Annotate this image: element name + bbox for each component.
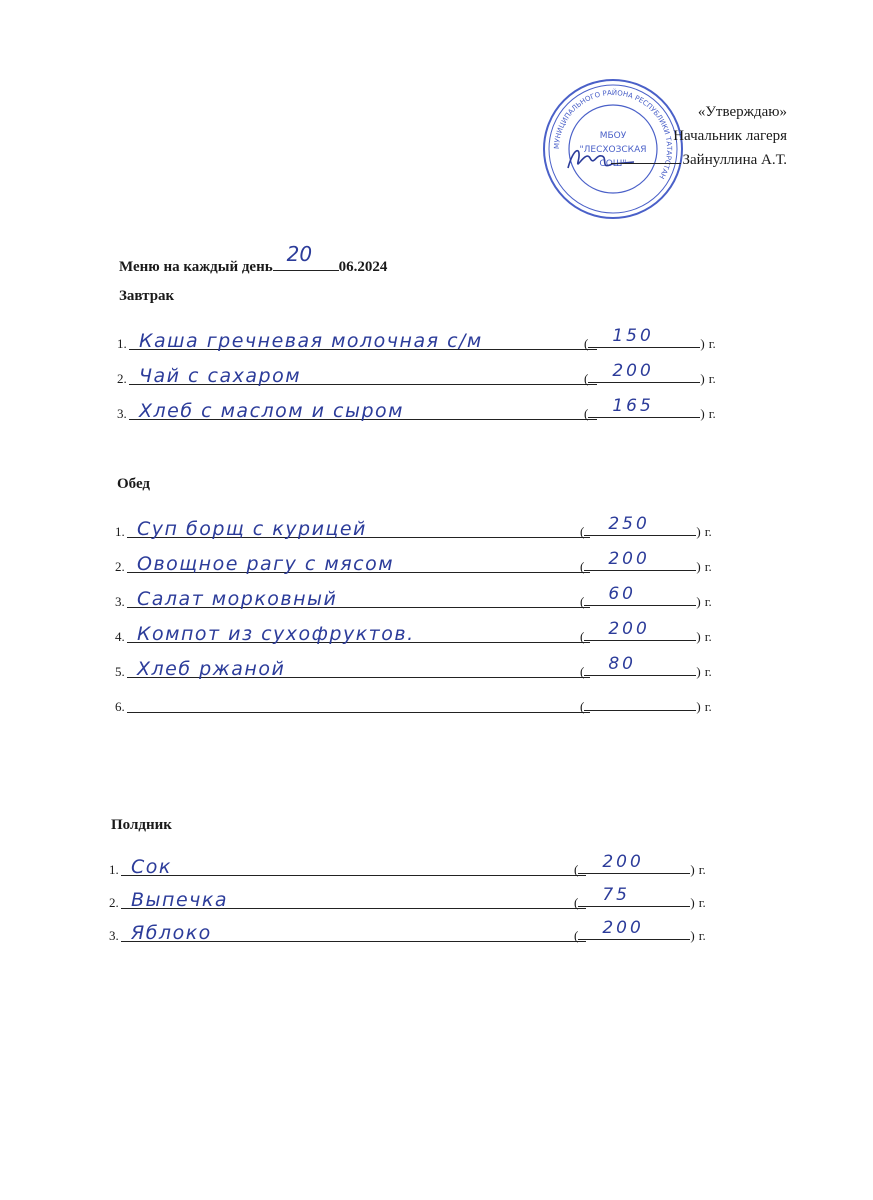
dish-handwritten: Сок	[131, 856, 172, 878]
unit-grams: г.	[698, 928, 706, 943]
portion-underline	[584, 514, 696, 536]
paren-open: (	[580, 664, 585, 679]
breakfast-heading: Завтрак	[119, 288, 175, 304]
dish-underline	[127, 690, 590, 713]
dish-underline	[121, 853, 586, 876]
row-number: 3.	[115, 594, 125, 609]
row-number: 2.	[109, 895, 119, 910]
portion-handwritten: 60	[608, 584, 636, 604]
portion-field	[584, 326, 716, 352]
unit-grams: г.	[708, 371, 716, 386]
menu-row	[115, 619, 720, 647]
portion-underline	[578, 852, 690, 874]
approval-position: Начальник лагеря	[673, 128, 787, 144]
portion-field	[574, 885, 706, 911]
paren-close: )	[690, 895, 695, 910]
unit-grams: г.	[708, 406, 716, 421]
menu-row	[117, 396, 724, 424]
portion-field	[584, 361, 716, 387]
row-number: 1.	[117, 336, 127, 351]
portion-underline	[578, 918, 690, 940]
menu-row	[115, 584, 720, 612]
portion-handwritten: 165	[612, 396, 654, 416]
menu-row	[117, 361, 724, 389]
row-number: 3.	[117, 406, 127, 421]
portion-handwritten: 200	[602, 918, 644, 938]
portion-handwritten: 200	[602, 852, 644, 872]
paren-open: (	[580, 629, 585, 644]
signature-line	[611, 163, 681, 164]
dish-handwritten: Яблоко	[131, 922, 212, 944]
menu-row	[109, 852, 714, 880]
portion-handwritten: 80	[608, 654, 636, 674]
portion-field	[580, 584, 712, 610]
unit-grams: г.	[704, 559, 712, 574]
menu-row	[115, 549, 720, 577]
paren-open: (	[574, 928, 579, 943]
paren-close: )	[696, 629, 701, 644]
portion-field	[580, 549, 712, 575]
paren-close: )	[696, 664, 701, 679]
unit-grams: г.	[698, 895, 706, 910]
dish-handwritten: Каша гречневая молочная с/м	[139, 330, 483, 352]
portion-handwritten: 250	[608, 514, 650, 534]
svg-text:МБОУ: МБОУ	[599, 131, 627, 141]
portion-field	[584, 396, 716, 422]
paren-close: )	[700, 336, 705, 351]
row-number: 1.	[115, 524, 125, 539]
portion-handwritten: 200	[608, 619, 650, 639]
dish-handwritten: Суп борщ с курицей	[137, 518, 367, 540]
row-number: 2.	[117, 371, 127, 386]
paren-close: )	[696, 559, 701, 574]
unit-grams: г.	[704, 699, 712, 714]
paren-close: )	[700, 406, 705, 421]
paren-close: )	[700, 371, 705, 386]
portion-field	[580, 692, 712, 715]
paren-open: (	[574, 862, 579, 877]
row-number: 2.	[115, 559, 125, 574]
row-number: 4.	[115, 629, 125, 644]
paren-close: )	[696, 524, 701, 539]
paren-open: (	[580, 699, 585, 714]
portion-underline	[584, 654, 696, 676]
portion-underline	[584, 549, 696, 571]
row-number: 3.	[109, 928, 119, 943]
paren-open: (	[574, 895, 579, 910]
paren-open: (	[584, 406, 589, 421]
unit-grams: г.	[704, 594, 712, 609]
unit-grams: г.	[698, 862, 706, 877]
day-handwritten: 20	[286, 242, 313, 266]
paren-open: (	[580, 524, 585, 539]
unit-grams: г.	[708, 336, 716, 351]
month-year: 06.2024	[338, 259, 388, 275]
dish-handwritten: Овощное рагу с мясом	[137, 553, 395, 575]
paren-open: (	[580, 594, 585, 609]
dish-handwritten: Салат морковный	[137, 588, 338, 610]
dish-handwritten: Чай с сахаром	[139, 365, 302, 387]
lunch-heading: Обед	[117, 476, 151, 492]
portion-underline	[584, 584, 696, 606]
portion-field	[580, 619, 712, 645]
row-number: 6.	[115, 699, 125, 714]
row-number: 1.	[109, 862, 119, 877]
unit-grams: г.	[704, 664, 712, 679]
svg-text:МУНИЦИПАЛЬНОГО РАЙОНА РЕСПУБЛИ: МУНИЦИПАЛЬНОГО РАЙОНА РЕСПУБЛИКИ ТАТАРСТАН	[552, 88, 674, 181]
snack-heading: Полдник	[111, 817, 172, 833]
paren-close: )	[696, 699, 701, 714]
menu-row	[115, 693, 720, 717]
day-field	[273, 242, 339, 271]
unit-grams: г.	[704, 629, 712, 644]
menu-row	[117, 326, 724, 354]
portion-field	[580, 514, 712, 540]
paren-open: (	[580, 559, 585, 574]
paren-close: )	[696, 594, 701, 609]
portion-handwritten: 200	[608, 549, 650, 569]
portion-underline	[578, 885, 690, 907]
menu-row	[109, 918, 714, 946]
dish-handwritten: Выпечка	[131, 889, 228, 911]
menu-row	[109, 885, 714, 913]
menu-row	[115, 654, 720, 682]
portion-handwritten: 75	[602, 885, 630, 905]
dish-handwritten: Компот из сухофруктов.	[137, 623, 415, 645]
portion-underline	[588, 396, 700, 418]
paren-open: (	[584, 371, 589, 386]
portion-underline	[584, 692, 696, 711]
menu-title-label: Меню на каждый день	[119, 259, 273, 275]
svg-text:"ЛЕСХОЗСКАЯ: "ЛЕСХОЗСКАЯ	[579, 145, 647, 155]
paren-open: (	[584, 336, 589, 351]
portion-field	[574, 852, 706, 878]
portion-field	[574, 918, 706, 944]
approval-name: Зайнуллина А.Т.	[682, 152, 787, 168]
approval-block	[611, 100, 788, 172]
portion-handwritten: 150	[612, 326, 654, 346]
portion-underline	[588, 326, 700, 348]
portion-underline	[588, 361, 700, 383]
portion-handwritten: 200	[612, 361, 654, 381]
menu-row	[115, 514, 720, 542]
paren-close: )	[690, 862, 695, 877]
approval-name-row	[611, 148, 788, 172]
paren-close: )	[690, 928, 695, 943]
menu-title	[119, 242, 388, 276]
approval-title: «Утверждаю»	[697, 104, 787, 120]
dish-handwritten: Хлеб ржаной	[137, 658, 286, 680]
portion-field	[580, 654, 712, 680]
portion-underline	[584, 619, 696, 641]
unit-grams: г.	[704, 524, 712, 539]
dish-handwritten: Хлеб с маслом и сыром	[139, 400, 405, 422]
row-number: 5.	[115, 664, 125, 679]
svg-text:СОШ": СОШ"	[599, 159, 627, 169]
